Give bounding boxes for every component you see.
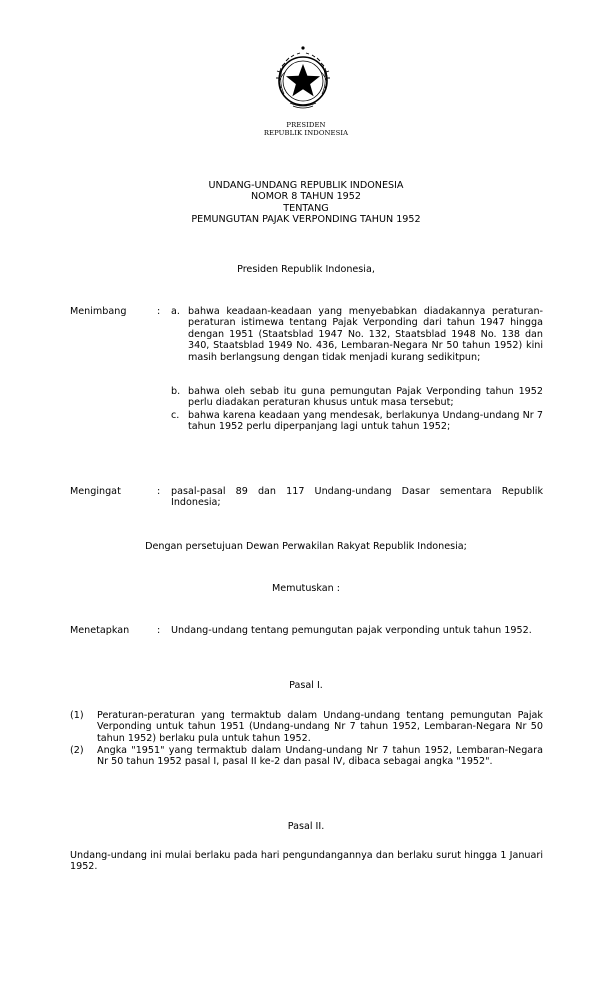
mengingat-text: pasal-pasal 89 dan 117 Undang-undang Dasar sementara Republik Indonesia; xyxy=(171,486,543,509)
pasal-1-item-number: (1) xyxy=(70,710,84,721)
document-title xyxy=(0,180,612,226)
pasal-2-text: Undang-undang ini mulai berlaku pada hari pengundangannya dan berlaku surut hingga 1 Januari 1952. xyxy=(70,850,543,873)
menetapkan-colon: : xyxy=(157,625,161,636)
header-president: PRESIDEN xyxy=(286,121,326,129)
presidential-seal-star-icon xyxy=(268,44,338,114)
persetujuan-line: Dengan persetujuan Dewan Perwakilan Rakyat Republik Indonesia; xyxy=(145,541,467,552)
title-line-1: UNDANG-UNDANG REPUBLIK INDONESIA xyxy=(208,180,404,191)
menimbang-item-letter: c. xyxy=(171,410,180,421)
title-line-4: PEMUNGUTAN PAJAK VERPONDING TAHUN 1952 xyxy=(191,214,421,226)
opening-line: Presiden Republik Indonesia, xyxy=(237,264,375,275)
mengingat-label: Mengingat xyxy=(70,486,121,497)
header-republic: REPUBLIK INDONESIA xyxy=(263,129,349,137)
title-line-3: TENTANG xyxy=(283,202,329,214)
pasal-1-item-text: Peraturan-peraturan yang termaktub dalam Undang-undang tentang pemungutan Pajak Verponding untuk tahun 1951 (Undang-undang Nr 7 tahun 1952, Lembaran-Negara Nr 50 tahun 1952) berlaku pula untuk tahun 1952. xyxy=(97,710,543,744)
memutuskan-line: Memutuskan : xyxy=(271,583,341,594)
menetapkan-text: Undang-undang tentang pemungutan pajak verponding untuk tahun 1952. xyxy=(171,625,532,636)
pasal-1-item-number: (2) xyxy=(70,745,84,756)
menimbang-item-letter: a. xyxy=(171,306,180,317)
menimbang-colon: : xyxy=(157,306,161,317)
pasal-2-heading: Pasal II. xyxy=(287,821,325,832)
title-line-2: NOMOR 8 TAHUN 1952 xyxy=(251,191,361,203)
menimbang-item-text: bahwa karena keadaan yang mendesak, berlakunya Undang-undang Nr 7 tahun 1952 perlu diperpanjang lagi untuk tahun 1952; xyxy=(188,410,543,433)
pasal-1-heading: Pasal I. xyxy=(289,680,323,691)
menimbang-item-text: bahwa keadaan-keadaan yang menyebabkan diadakannya peraturan-peraturan istimewa tentang Pajak Verponding dari tahun 1947 hingga dengan 1951 (Staatsblad 1947 No. 132, Staatsblad 1948 No. 138 dan 340, Staatsblad 1949 No. 436, Lembaran-Negara Nr 50 tahun 1952) kini masih berlangsung dengan tidak menjadi kurang sedikitpun; xyxy=(188,306,543,363)
pasal-1-item-text: Angka "1951" yang termaktub dalam Undang-undang Nr 7 tahun 1952, Lembaran-Negara Nr 50 tahun 1952 pasal I, pasal II ke-2 dan pasal IV, dibaca sebagai angka "1952". xyxy=(97,745,543,768)
menimbang-item-text: bahwa oleh sebab itu guna pemungutan Pajak Verponding tahun 1952 perlu diadakan peraturan khusus untuk masa tersebut; xyxy=(188,386,543,409)
menimbang-label: Menimbang xyxy=(70,306,127,317)
mengingat-colon: : xyxy=(157,486,161,497)
menimbang-item-letter: b. xyxy=(171,386,181,397)
menetapkan-label: Menetapkan xyxy=(70,625,130,636)
